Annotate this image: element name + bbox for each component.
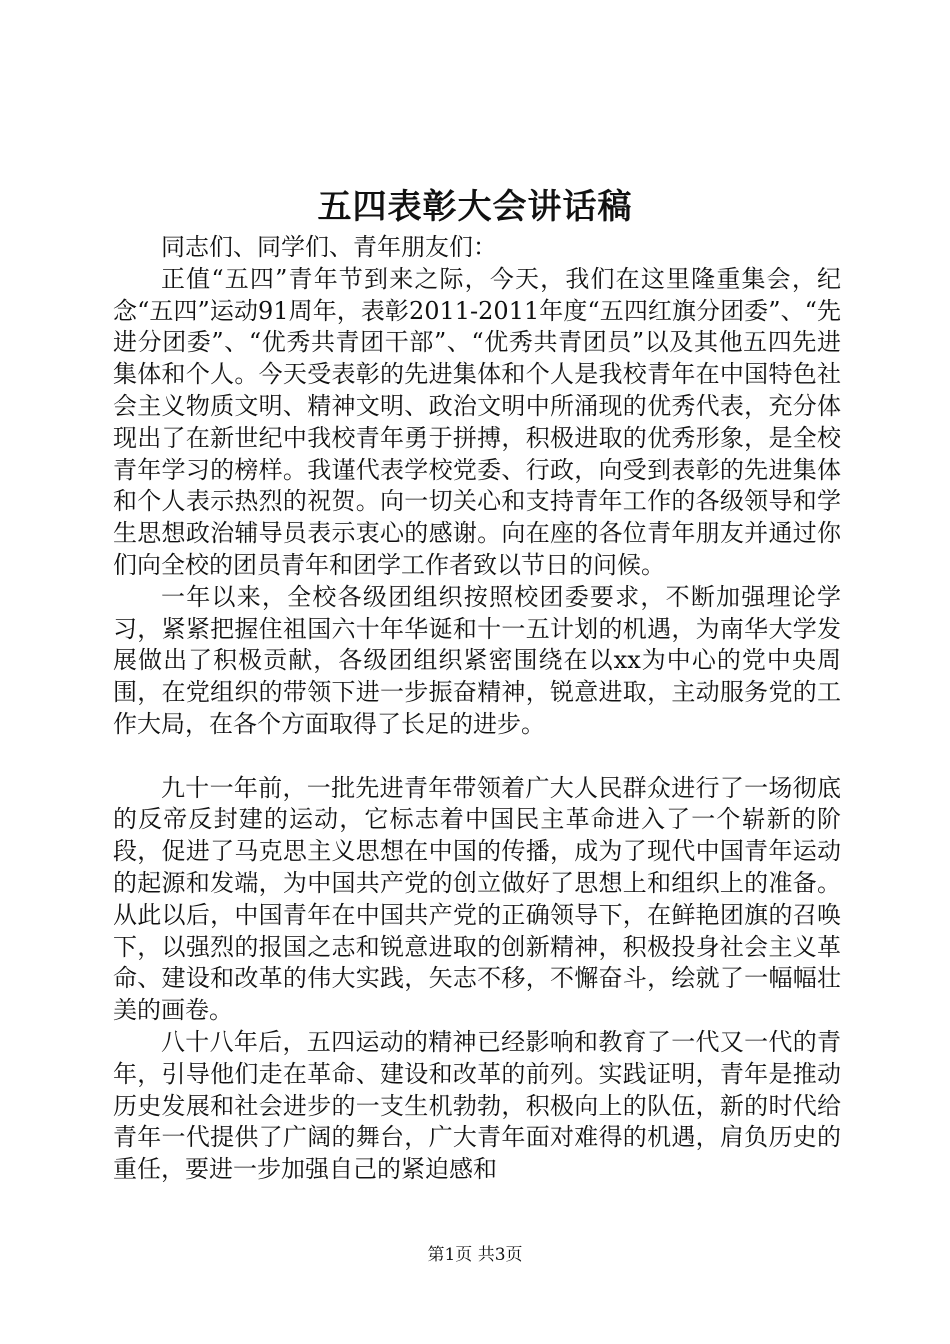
document-body — [113, 232, 841, 1186]
body-paragraph: 一年以来，全校各级团组织按照校团委要求，不断加强理论学习，紧紧把握住祖国六十年华诞和十一五计划的机遇，为南华大学发展做出了积极贡献，各级团组织紧密围绕在以xx为中心的党中央周围，在党组织的带领下进一步振奋精神，锐意进取，主动服务党的工作大局，在各个方面取得了长足的进步。 — [113, 582, 841, 738]
document-title: 五四表彰大会讲话稿 — [317, 187, 633, 227]
body-paragraph: 八十八年后，五四运动的精神已经影响和教育了一代又一代的青年，引导他们走在革命、建设和改革的前列。实践证明，青年是推动历史发展和社会进步的一支生机勃勃，积极向上的队伍，新的时代给青年一代提供了广阔的舞台，广大青年面对难得的机遇，肩负历史的重任，要进一步加强自己的紧迫感和 — [113, 1027, 841, 1184]
page-number-footer: 第1页 共3页 — [427, 1245, 523, 1265]
body-paragraph: 正值“五四”青年节到来之际，今天，我们在这里隆重集会，纪念“五四”运动91周年，表彰2011-2011年度“五四红旗分团委”、“先进分团委”、“优秀共青团干部”、“优秀共青团员”以及其他五四先进集体和个人。今天受表彰的先进集体和个人是我校青年在中国特色社会主义物质文明、精神文明、政治文明中所涌现的优秀代表，充分体现出了在新世纪中我校青年勇于拼搏，积极进取的优秀形象，是全校青年学习的榜样。我谨代表学校党委、行政，向受到表彰的先进集体和个人表示热烈的祝贺。向一切关心和支持青年工作的各级领导和学生思想政治辅导员表示衷心的感谢。向在座的各位青年朋友并通过你们向全校的团员青年和团学工作者致以节日的问候。 — [113, 264, 841, 579]
salutation-paragraph: 同志们、同学们、青年朋友们： — [161, 233, 497, 261]
body-paragraph: 九十一年前，一批先进青年带领着广大人民群众进行了一场彻底的反帝反封建的运动，它标志着中国民主革命进入了一个崭新的阶段，促进了马克思主义思想在中国的传播，成为了现代中国青年运动的起源和发端，为中国共产党的创立做好了思想上和组织上的准备。从此以后，中国青年在中国共产党的正确领导下，在鲜艳团旗的召唤下，以强烈的报国之志和锐意进取的创新精神，积极投身社会主义革命、建设和改革的伟大实践，矢志不移，不懈奋斗，绘就了一幅幅壮美的画卷。 — [113, 773, 841, 1025]
